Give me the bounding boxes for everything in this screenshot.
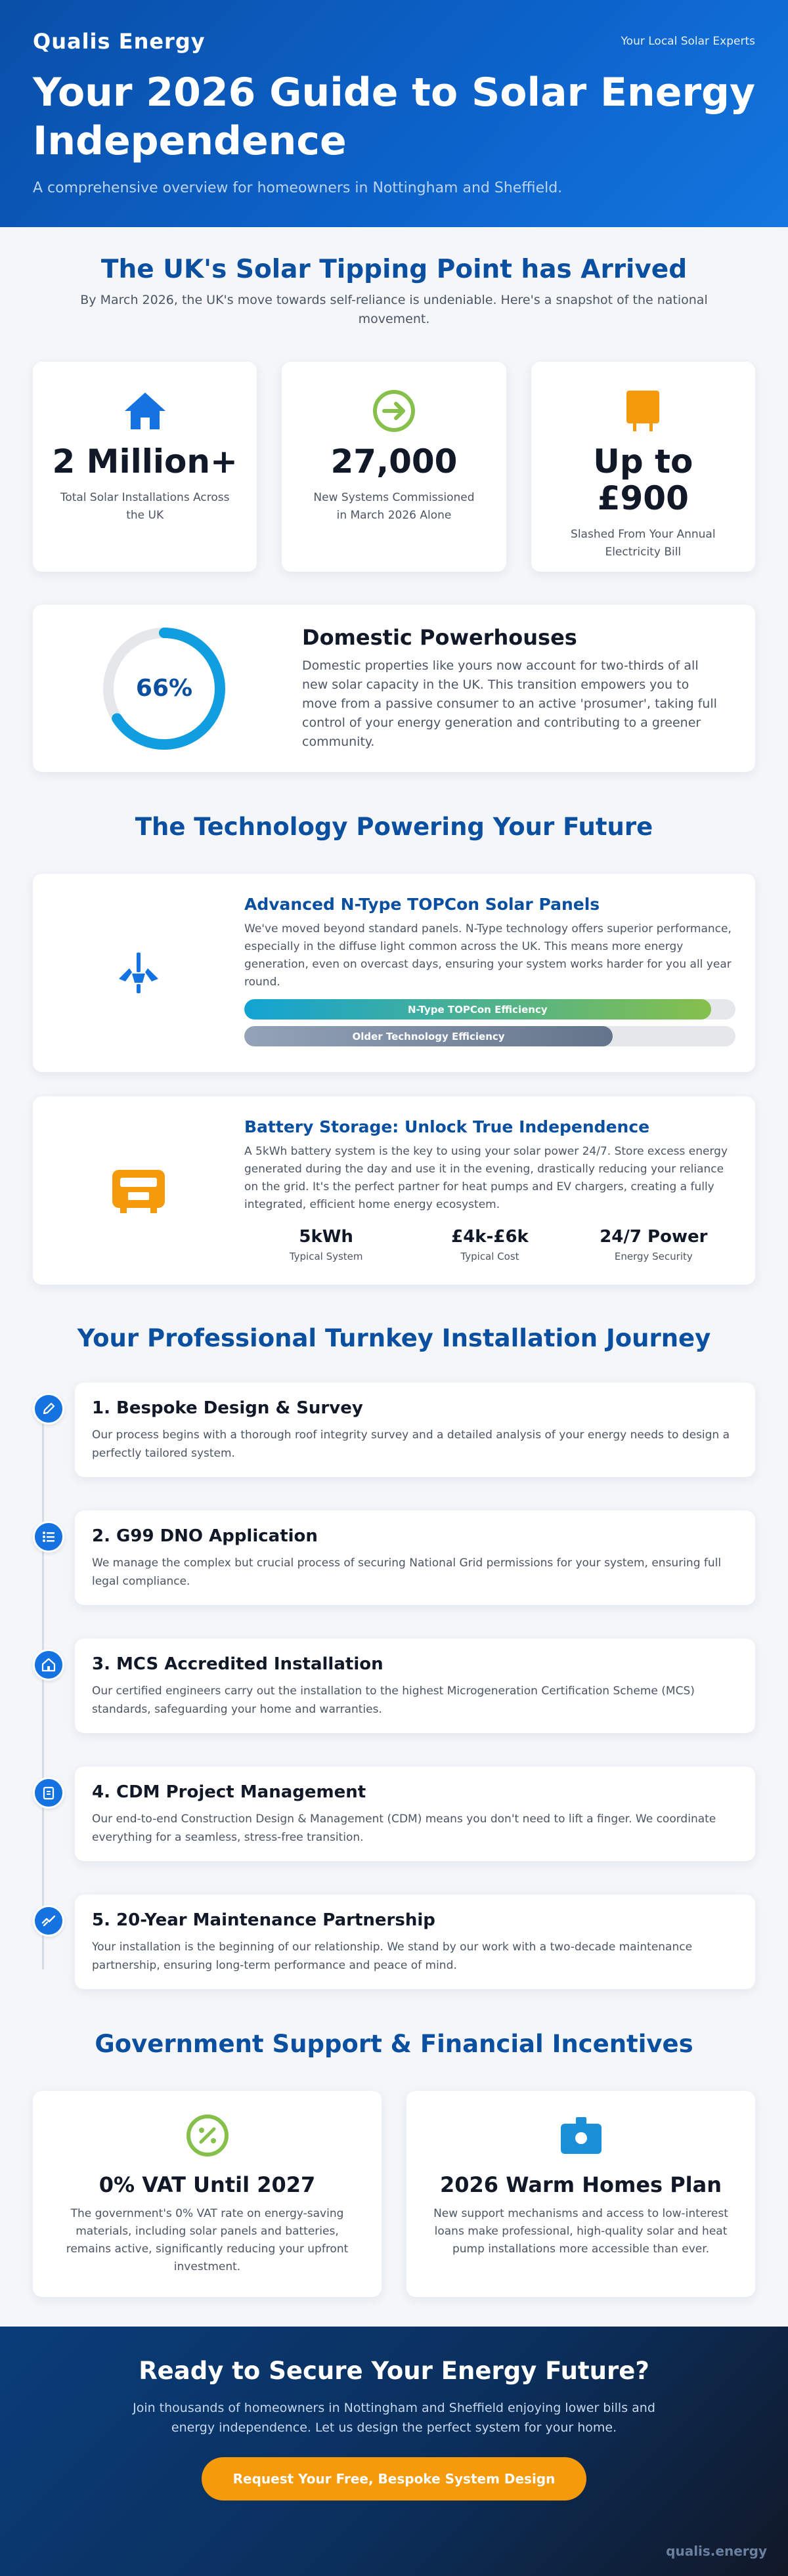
stat-card (282, 362, 506, 572)
efficiency-bar (244, 1026, 735, 1046)
list-icon (33, 1521, 64, 1553)
step-title: 2. G99 DNO Application (92, 1526, 318, 1546)
stat-label: Slashed From Your Annual Electricity Bill (571, 528, 716, 559)
meter-icon (620, 388, 666, 434)
journey-section (33, 1285, 755, 1989)
journey-step (33, 1639, 755, 1733)
stats-row (33, 362, 755, 572)
stat-card (531, 362, 755, 572)
efficiency-bar-fill: Older Technology Efficiency (244, 1026, 613, 1046)
journey-step (33, 1383, 755, 1477)
stat-label: Total Solar Installations Across the UK (60, 491, 230, 522)
technology-section (33, 772, 755, 1285)
solar-panel-icon (112, 950, 165, 996)
step-text: Your installation is the beginning of our relationship. We stand by our work with a two-decade maintenance partnership, ensuring long-term performance and peace of mind. (92, 1941, 693, 1972)
spec-item (572, 1227, 735, 1262)
home-icon (33, 1649, 64, 1681)
spec-value: £4k-£6k (451, 1227, 529, 1247)
panels-text: We've moved beyond standard panels. N-Type technology offers superior performance, especially in the diffuse light common across the UK. This means more energy generation, even on overcast days, ensuring your system works harder for you all year round. (244, 922, 732, 989)
tipping-point-section (33, 227, 755, 772)
clipboard-icon (33, 1777, 64, 1809)
step-title: 1. Bespoke Design & Survey (92, 1398, 363, 1418)
incentive-card (406, 2091, 755, 2297)
section-title: Your Professional Turnkey Installation Journey (77, 1324, 711, 1352)
page-title: Your 2026 Guide to Solar Energy Independence (33, 70, 756, 164)
section-subtitle: By March 2026, the UK's move towards self-reliance is undeniable. Here's a snapshot of the national movement. (80, 293, 708, 326)
domestic-title: Domestic Powerhouses (302, 625, 577, 650)
step-text: Our process begins with a thorough roof integrity survey and a detailed analysis of your energy needs to design a perfectly tailored system. (92, 1428, 730, 1460)
battery-text: A 5kWh battery system is the key to using your solar power 24/7. Store excess energy generated during the day and use it in the evening, drastically reducing your reliance on the grid. It's the perfect partner for heat pumps and EV chargers, creating a fully integrated, efficient home energy ecosystem. (244, 1145, 728, 1211)
section-title: The Technology Powering Your Future (135, 813, 653, 841)
battery-specs (244, 1227, 735, 1262)
incentive-card (33, 2091, 382, 2297)
efficiency-bar (244, 999, 735, 1020)
spec-item (244, 1227, 408, 1262)
spec-value: 24/7 Power (600, 1227, 708, 1247)
percent-label: 66% (135, 675, 193, 702)
step-title: 5. 20-Year Maintenance Partnership (92, 1910, 435, 1930)
house-icon (122, 390, 168, 432)
journey-step (33, 1511, 755, 1605)
spec-value: 5kWh (299, 1227, 353, 1247)
spec-label: Typical Cost (460, 1251, 519, 1262)
incentive-title: 2026 Warm Homes Plan (439, 2172, 722, 2197)
section-title: Government Support & Financial Incentives (95, 2030, 693, 2058)
hero-header (0, 0, 788, 227)
percent-icon (185, 2113, 230, 2158)
incentive-title: 0% VAT Until 2027 (98, 2172, 316, 2197)
incentive-text: New support mechanisms and access to low-interest loans make professional, high-quality solar and heat pump installations more accessible than ever. (433, 2207, 728, 2256)
step-title: 3. MCS Accredited Installation (92, 1654, 383, 1674)
step-text: We manage the complex but crucial process of securing National Grid permissions for your system, ensuring full legal compliance. (92, 1556, 722, 1588)
stat-card (33, 362, 257, 572)
spec-label: Energy Security (614, 1251, 693, 1262)
arrow-circle-icon (371, 388, 417, 434)
stat-value: 27,000 (330, 442, 458, 481)
panels-card (33, 874, 755, 1072)
incentive-text: The government's 0% VAT rate on energy-saving materials, including solar panels and batteries, remains active, significantly reducing your upfront investment. (66, 2207, 349, 2273)
pencil-icon (33, 1393, 64, 1425)
efficiency-bar-fill: N-Type TOPCon Efficiency (244, 999, 711, 1020)
stat-value: 2 Million+ (52, 442, 238, 481)
journey-step (33, 1767, 755, 1861)
spec-item (408, 1227, 571, 1262)
section-title: The UK's Solar Tipping Point has Arrived (100, 255, 688, 284)
government-section (33, 1989, 755, 2297)
battery-card (33, 1096, 755, 1285)
main-content (0, 227, 788, 2297)
battery-icon (106, 1165, 171, 1217)
request-design-button[interactable]: Request Your Free, Bespoke System Design (202, 2457, 587, 2501)
battery-title: Battery Storage: Unlock True Independence (244, 1117, 650, 1136)
brand-logo-text[interactable]: Qualis Energy (33, 29, 206, 54)
site-url[interactable]: qualis.energy (666, 2543, 767, 2559)
step-title: 4. CDM Project Management (92, 1782, 366, 1802)
progress-ring (98, 623, 230, 754)
handshake-icon (33, 1905, 64, 1937)
domestic-text: Domestic properties like yours now account for two-thirds of all new solar capacity in the UK. This transition empowers you to move from a passive consumer to an active 'prosumer', taking full control of your energy generation and contributing to a greener community. (302, 658, 717, 749)
timeline (33, 1383, 755, 1989)
cta-footer (0, 2327, 788, 2576)
incentive-row (33, 2091, 755, 2297)
stat-value: Up to £900 (593, 442, 693, 517)
house-plus-icon (558, 2113, 604, 2158)
page-subtitle: A comprehensive overview for homeowners in Nottingham and Sheffield. (33, 180, 563, 196)
step-text: Our end-to-end Construction Design & Management (CDM) means you don't need to lift a finger. We coordinate everything for a seamless, stress-free transition. (92, 1813, 716, 1844)
panels-title: Advanced N-Type TOPCon Solar Panels (244, 895, 600, 914)
domestic-card (33, 605, 755, 772)
step-text: Our certified engineers carry out the installation to the highest Microgeneration Certification Scheme (MCS) standards, safeguarding your home and warranties. (92, 1685, 695, 1716)
cta-text: Join thousands of homeowners in Nottingham and Sheffield enjoying lower bills and energy independence. Let us design the perfect system for your home. (133, 2401, 655, 2435)
tagline: Your Local Solar Experts (621, 35, 755, 48)
spec-label: Typical System (289, 1251, 363, 1262)
journey-step (33, 1895, 755, 1989)
stat-label: New Systems Commissioned in March 2026 Alone (313, 491, 475, 522)
cta-title: Ready to Secure Your Energy Future? (139, 2357, 649, 2385)
